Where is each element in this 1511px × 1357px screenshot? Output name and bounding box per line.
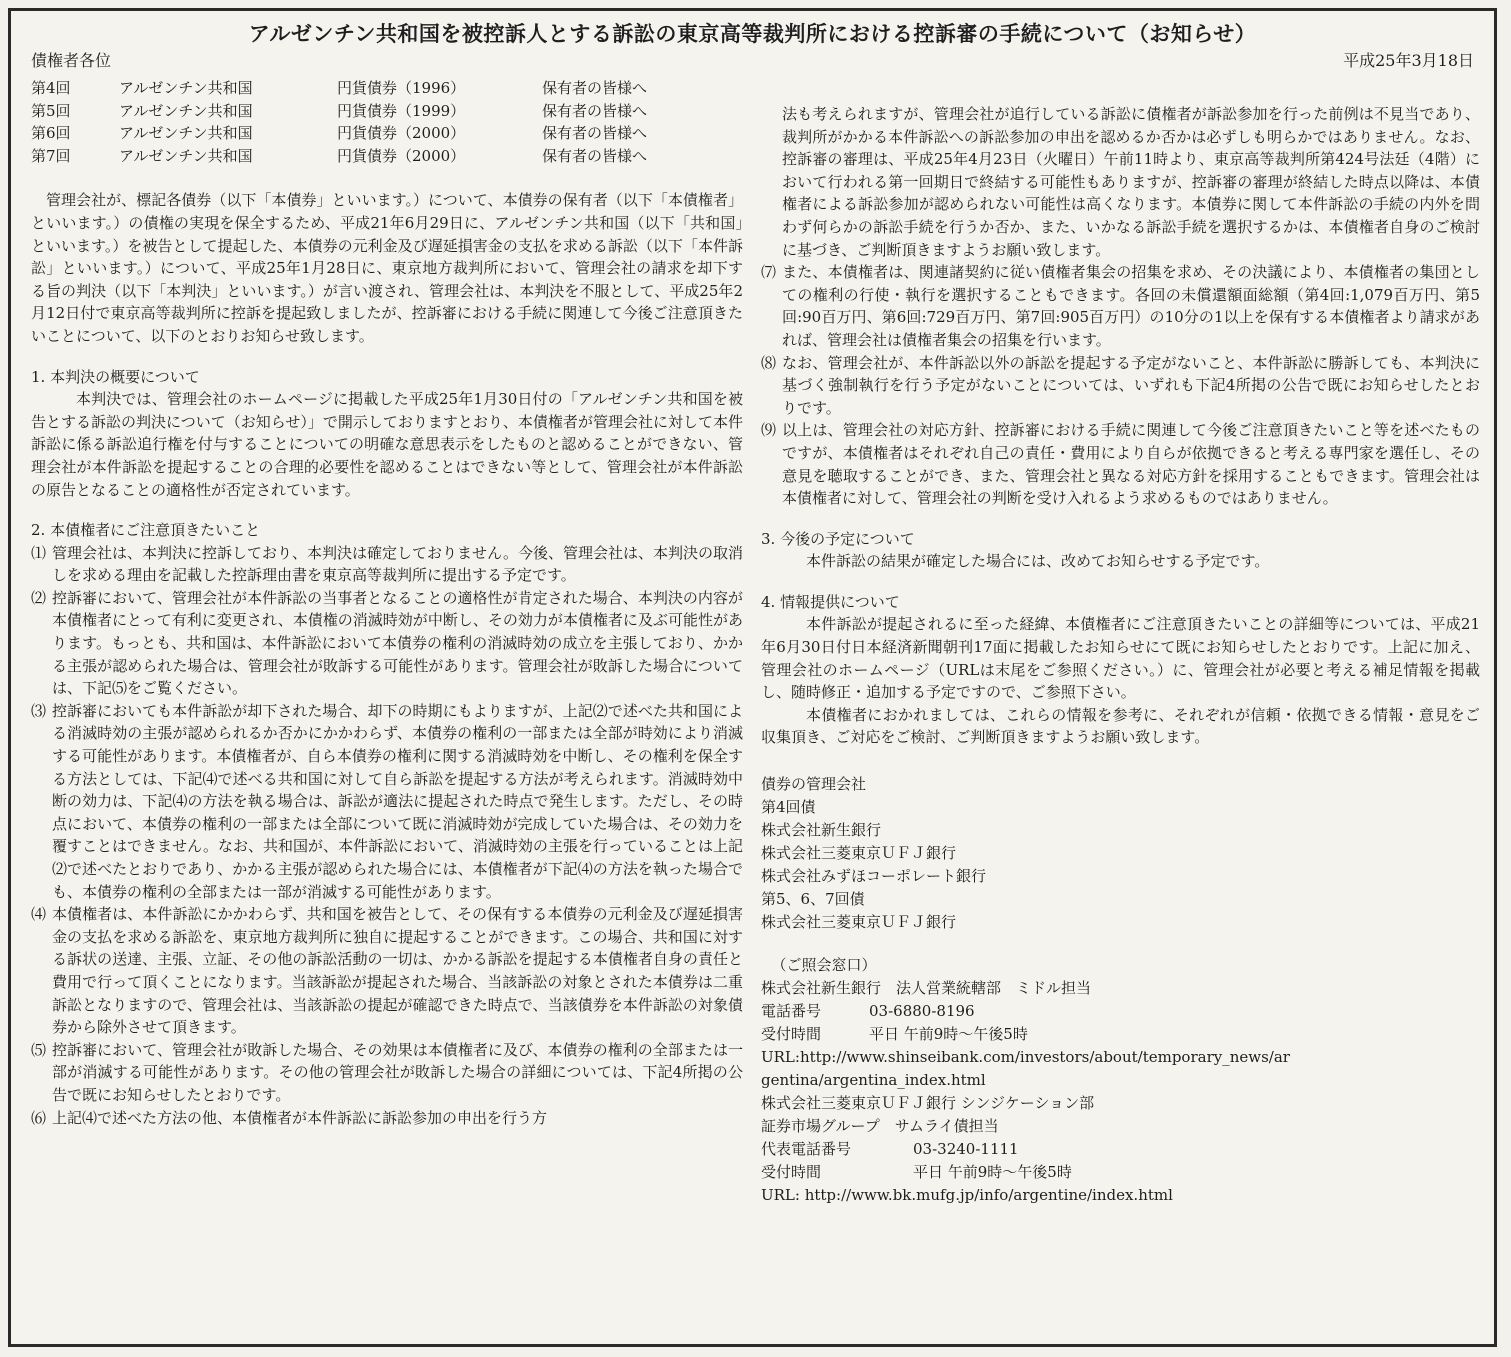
section-2-title: 2. 本債権者にご注意頂きたいこと bbox=[31, 521, 261, 540]
addressee: 債権者各位 bbox=[31, 51, 112, 70]
shinsei-tel: 電話番号 03-6880-8196 bbox=[761, 1002, 975, 1021]
mufg-tel: 代表電話番号 03-3240-1111 bbox=[761, 1140, 1019, 1159]
section-3 bbox=[761, 528, 1480, 573]
list-item: ⑸ 控訴審において、管理会社が敗訴した場合、その効果は本債権者に及び、本債券の権利の全部または一部が消滅する可能性があります。その他の管理会社が敗訴した場合の詳細については、下記4所掲の公告で既にお知らせしたとおりです。 bbox=[31, 1040, 743, 1104]
mufg-hours: 受付時間 平日 午前9時～午後5時 bbox=[761, 1163, 1072, 1182]
shinsei-url[interactable]: URL:http://www.shinseibank.com/investors/about/temporary_news/ar bbox=[761, 1048, 1290, 1067]
intro-paragraph: 管理会社が、標記各債券（以下「本債券」といいます。）について、本債券の保有者（以下「本債権者」といいます。）の債権の実現を保全するため、平成21年6月29日に、アルゼンチン共和国（以下「共和国」といいます。）を被告として提起した、本債券の元利金及び遅延損害金の支払を求める訴訟（以下「本件訴訟」といいます。）について、平成25年1月28日に、東京地方裁判所において、管理会社の請求を却下する旨の判決（以下「本判決」といいます。）が言い渡され、管理会社は、本判決を不服として、平成25年2月12日付で東京高等裁判所に控訴を提起致しましたが、控訴審における手続に関連して今後ご注意頂きたいことについて、以下のとおりお知らせ致します。 bbox=[31, 191, 743, 345]
list-item-continued: 法も考えられますが、管理会社が追行している訴訟に債権者が訴訟参加を行った前例は不見当であり、裁判所がかかる本件訴訟への訴訟参加の申出を認めるか否かは必ずしも明らかではありません。なお、控訴審の審理は、平成25年4月23日（火曜日）午前11時より、東京高等裁判所第424号法廷（4階）において行われる第一回期日で終結する可能性もありますが、控訴審の審理が終結した時点以降は、本債権者による訴訟参加が認められない可能性は高くなります。本債券に関して本件訴訟の手続の内外を問わず何らかの訴訟手続を行うか否か、また、いかなる訴訟手続を選択するかは、本債権者自身のご検討に基づき、ご判断頂きますようお願い致します。 bbox=[782, 105, 1480, 259]
list-item: ⑵ 控訴審において、管理会社が本件訴訟の当事者となることの適格性が肯定された場合、本判決の内容が本債権者にとって有利に変更され、本債権の消滅時効が中断し、その効力が本債権者に及ぶ可能性があります。もっとも、共和国は、本件訴訟において本債券の権利の消滅時効の成立を主張しており、かかる主張が認められた場合は、管理会社が敗訴する可能性があります。管理会社が敗訴した場合については、下記⑸をご覧ください。 bbox=[31, 588, 743, 698]
list-item: ⑴ 管理会社は、本判決に控訴しており、本判決は確定しておりません。今後、管理会社は、本判決の取消しを求める理由を記載した控訴理由書を東京高等裁判所に提出する予定です。 bbox=[31, 543, 743, 585]
contact-info bbox=[761, 954, 1480, 1207]
shinsei-url-cont[interactable]: gentina/argentina_index.html bbox=[761, 1071, 986, 1090]
bond-item: 第5回 アルゼンチン共和国 円貨債券（1999） 保有者の皆様へ bbox=[31, 101, 648, 120]
section-1-title: 1. 本判決の概要について bbox=[31, 367, 200, 386]
manager-bank: 株式会社三菱東京ＵＦＪ銀行 bbox=[761, 913, 957, 932]
body-columns bbox=[31, 79, 1480, 1336]
mufg-url[interactable]: URL: http://www.bk.mufg.jp/info/argentine/index.html bbox=[761, 1186, 1173, 1205]
manager-bank: 株式会社三菱東京ＵＦＪ銀行 bbox=[761, 844, 957, 863]
section-3-title: 3. 今後の予定について bbox=[761, 529, 915, 548]
list-item: ⑻ なお、管理会社が、本件訴訟以外の訴訟を提起する予定がないこと、本件訴訟に勝訴しても、本判決に基づく強制執行を行う予定がないことについては、いずれも下記4所掲の公告で既にお知らせしたとおりです。 bbox=[761, 353, 1480, 417]
mufg-group: 証券市場グループ サムライ債担当 bbox=[761, 1117, 999, 1136]
shinsei-hours: 受付時間 平日 午前9時～午後5時 bbox=[761, 1025, 1028, 1044]
notice-frame bbox=[8, 8, 1497, 1347]
series-567-label: 第5、6、7回債 bbox=[761, 890, 865, 909]
shinsei-name: 株式会社新生銀行 法人営業統轄部 ミドル担当 bbox=[761, 979, 1092, 998]
list-item: ⑶ 控訴審においても本件訴訟が却下された場合、却下の時期にもよりますが、上記⑵で述べた共和国による消滅時効の主張が認められるか否かにかかわらず、本債券の権利の一部または全部が時効により消滅する可能性があります。本債権者が、自ら本債券の権利に関する消滅時効を中断し、その権利を保全する方法としては、下記⑷で述べる共和国に対して自ら訴訟を提起する方法が考えられます。消滅時効中断の効力は、下記⑷の方法を執る場合は、訴訟が適法に提起された時点で発生します。ただし、その時点において、本債券の権利の一部または全部について既に消滅時効が完成していた場合は、その効力を覆すことはできません。なお、共和国が、本件訴訟において、消滅時効の主張を行っていることは上記⑵で述べたとおりであり、かかる主張が認められた場合には、本債権者が下記⑷の方法を執った場合でも、本債券の権利の全部または一部が消滅する可能性があります。 bbox=[31, 701, 743, 901]
notice-title: アルゼンチン共和国を被控訴人とする訴訟の東京高等裁判所における控訴審の手続について（お知らせ） bbox=[248, 22, 1257, 46]
section-4 bbox=[761, 591, 1480, 749]
list-item: ⑹ 上記⑷で述べた方法の他、本債権者が本件訴訟に訴訟参加の申出を行う方 bbox=[31, 1108, 548, 1127]
addressee-row bbox=[31, 49, 1474, 73]
section-4-body-2: 本債権者におかれましては、これらの情報を参考に、それぞれが信頼・依拠できる情報・意見をご収集頂き、ご対応をご検討、ご判断頂きますようお願い致します。 bbox=[761, 705, 1480, 747]
section-1-body: 本判決では、管理会社のホームページに掲載した平成25年1月30日付の「アルゼンチン共和国を被告とする訴訟の判決について（お知らせ）」で開示しておりますとおり、本債権者が管理会社に対して本件訴訟に係る訴訟追行権を付与することについての明確な意思表示をしたものと認めることができない、管理会社が本件訴訟を提起することの合理的必要性を認めることはできない等として、管理会社が本件訴訟の原告となることの適格性が否定されています。 bbox=[31, 390, 743, 499]
left-column bbox=[31, 77, 743, 1336]
section-2 bbox=[31, 519, 743, 1129]
manager-bank: 株式会社新生銀行 bbox=[761, 821, 882, 840]
section-3-body: 本件訴訟の結果が確定した場合には、改めてお知らせする予定です。 bbox=[806, 552, 1270, 571]
bond-list bbox=[31, 77, 743, 167]
section-4-title: 4. 情報提供について bbox=[761, 592, 900, 611]
manager-bank: 株式会社みずほコーポレート銀行 bbox=[761, 867, 987, 886]
bond-managers bbox=[761, 773, 1480, 934]
bond-item: 第7回 アルゼンチン共和国 円貨債券（2000） 保有者の皆様へ bbox=[31, 146, 648, 165]
series-4-label: 第4回債 bbox=[761, 798, 816, 817]
bond-item: 第4回 アルゼンチン共和国 円貨債券（1996） 保有者の皆様へ bbox=[31, 79, 648, 97]
bond-item: 第6回 アルゼンチン共和国 円貨債券（2000） 保有者の皆様へ bbox=[31, 124, 648, 143]
mufg-name: 株式会社三菱東京ＵＦＪ銀行 シンジケーション部 bbox=[761, 1094, 1095, 1113]
list-item: ⑺ また、本債権者は、関連諸契約に従い債権者集会の招集を求め、その決議により、本債権者の集団としての権利の行使・執行を選択することもできます。各回の未償還額面総額（第4回:1,079百万円、第5回:90百万円、第6回:729百万円、第7回:905百万円）の10分の1以上を保有する本債権者より請求があれば、管理会社は債権者集会の招集を行います。 bbox=[761, 263, 1480, 349]
notice-content bbox=[31, 19, 1480, 1336]
section-4-body-1: 本件訴訟が提起されるに至った経緯、本債権者にご注意頂きたいことの詳細等については、平成21年6月30日付日本経済新聞朝刊17面に掲載したお知らせにて既にお知らせしたとおりです。上記に加え、管理会社のホームページ（URLは末尾をご参照ください。）に、管理会社が必要と考える補足情報を掲載し、随時修正・追加する予定ですので、ご参照下さい。 bbox=[761, 615, 1480, 702]
managers-heading: 債券の管理会社 bbox=[761, 775, 867, 794]
list-item: ⑷ 本債権者は、本件訴訟にかかわらず、共和国を被告として、その保有する本債券の元利金及び遅延損害金の支払を求める訴訟を、東京地方裁判所に独自に提起することができます。この場合、共和国に対する訴状の送達、主張、立証、その他の訴訟活動の一切は、かかる訴訟を提起する本債権者自身の責任と費用で行って頂くことになります。当該訴訟が提起された場合、当該訴訟の対象とされた本債券は二重訴訟となりますので、管理会社は、当該訴訟の提起が確認できた時点で、当該債券を本件訴訟の対象債券から除外させて頂きます。 bbox=[31, 905, 743, 1037]
list-item: ⑼ 以上は、管理会社の対応方針、控訴審における手続に関連して今後ご注意頂きたいこと等を述べたものですが、本債権者はそれぞれ自己の責任・費用により自らが依拠できると考える専門家を選任し、その意見を聴取することができ、また、管理会社と異なる対応方針を採用することもできます。管理会社は本債権者に対して、管理会社の判断を受け入れるよう求めるものではありません。 bbox=[761, 421, 1480, 508]
right-column bbox=[761, 103, 1480, 1336]
notice-date: 平成25年3月18日 bbox=[1343, 51, 1474, 70]
contact-heading: （ご照会窓口） bbox=[771, 956, 877, 975]
section-1 bbox=[31, 366, 743, 502]
